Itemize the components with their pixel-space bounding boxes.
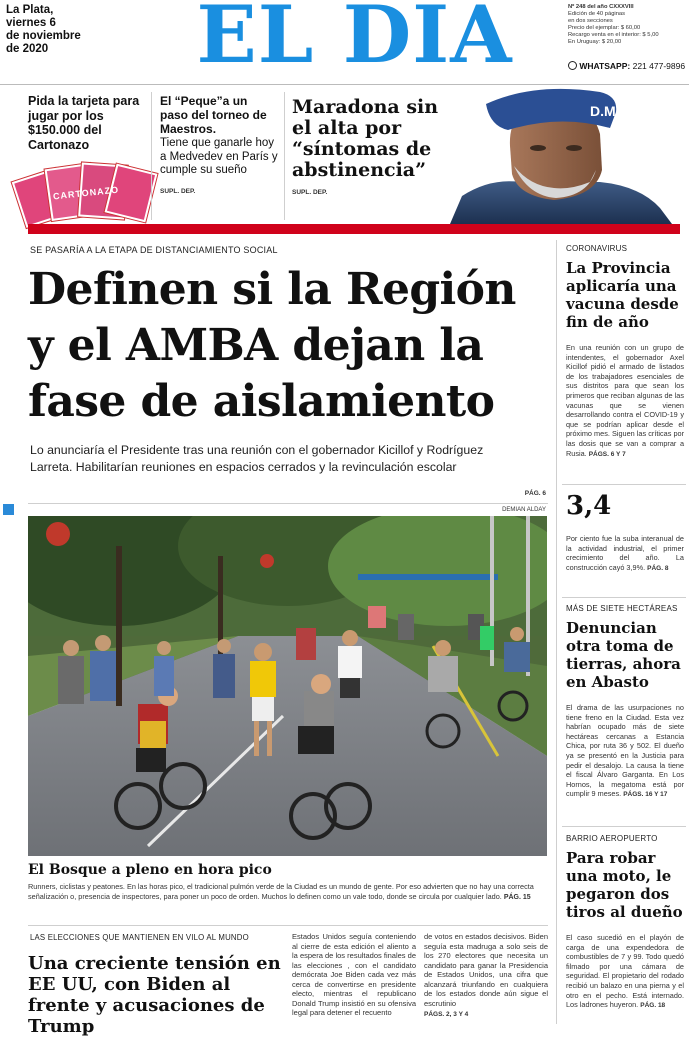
topbar-divider (151, 92, 152, 220)
newspaper-logo[interactable]: EL DIA (196, 0, 513, 76)
s1-body-text: En una reunión con un grupo de intendentes, el gobernador Axel Kicillof pidió el armado de listados de los trabajadores esenciales de sus distritos para que sean los primeros que reciban algunas de las vacunas que se vienen desarrollando contra el COVID-19 y que se podrían aplicar desde el próximo mes. Siguen las críticas por las dosis que se van a comprar a Rusia. (566, 343, 684, 458)
price: Precio del ejemplar: $ 60,00 (568, 25, 641, 31)
s2-number: 3,4 (566, 491, 612, 521)
maradona-supl: SUPL. DEP. (292, 189, 328, 196)
s2-page-ref: PÁG. 8 (647, 564, 669, 572)
main-headline-line: fase de aislamiento (28, 376, 495, 427)
main-page-ref: PÁG. 6 (524, 490, 546, 497)
edition-info (568, 4, 686, 46)
s3-title: Denuncian otra toma de tierras, ahora en Abasto (566, 619, 681, 691)
photo-caption (28, 862, 548, 903)
sidebar-aeropuerto[interactable] (566, 834, 684, 1011)
whatsapp-number: 221 477-9896 (632, 61, 686, 71)
city: La Plata, (6, 4, 54, 16)
whatsapp-line[interactable] (568, 61, 686, 71)
sidebar-divider (556, 240, 557, 1024)
sidebar-industry[interactable] (566, 490, 684, 573)
s3-body-text: El drama de las usurpaciones no tiene freno en la Ciudad. Esta vez habrían ocupado más de siete hectáreas cercanas a Estancia Chica, por ruta 36 y 502. El dueño ya se presentó en la Justicia para pedir el desalojo. La causa la tiene el fiscal Álvaro Garganta. En Los Hornos, la megatoma está por cumplir 9 meses. (566, 703, 684, 799)
caption-page-ref: PÁG. 15 (503, 893, 531, 901)
sidebar-coronavirus[interactable] (566, 244, 684, 459)
s4-kicker: BARRIO AEROPUERTO (566, 834, 658, 843)
maradona-title: Maradona sin el alta por “síntomas de abstinencia” (292, 96, 439, 181)
sidebar-rule (562, 484, 686, 485)
date-line: de 2020 (6, 43, 49, 55)
photo-credit: DEMIAN ALDAY (502, 507, 546, 513)
cartonazo-cards (18, 160, 158, 224)
price-interior: Recargo venta en el interior: $ 5,00 (568, 32, 659, 38)
sidebar-rule (562, 826, 686, 827)
bottom-headline[interactable]: Una creciente tensión en EE UU, con Biden al frente y acusaciones de Trump (28, 953, 281, 1037)
s1-body (566, 343, 684, 459)
main-photo (28, 516, 547, 856)
maradona-photo (450, 86, 674, 224)
date-line: viernes 6 (6, 17, 56, 29)
peque-supl: SUPL. DEP. (160, 187, 196, 195)
main-deck-line: Larreta. Habilitarían reuniones en espacios cerrados y la revinculación escolar (30, 460, 457, 474)
s2-body (566, 534, 684, 573)
promo-cartonazo[interactable] (28, 94, 156, 152)
promo-text: Pida la tarjeta para jugar por los $150.000 del Cartonazo (28, 94, 140, 152)
main-kicker: SE PASARÍA A LA ETAPA DE DISTANCIAMIENTO SOCIAL (30, 245, 278, 255)
s4-title: Para robar una moto, le pegaron dos tiros al dueño (566, 849, 683, 921)
maradona-story[interactable] (292, 97, 458, 196)
topbar-red-bar (28, 224, 680, 234)
photo-caption-title: El Bosque a pleno en hora pico (28, 862, 272, 878)
photo-caption-body (28, 882, 548, 903)
edition-sections: en dos secciones (568, 18, 613, 24)
bottom-kicker: LAS ELECCIONES QUE MANTIENEN EN VILO AL MUNDO (30, 933, 249, 942)
bottom-col2-ref: PÁGS. 2, 3 Y 4 (424, 1011, 469, 1018)
s1-kicker: CORONAVIRUS (566, 244, 628, 253)
caption-text: Runners, ciclistas y peatones. En las horas pico, el tradicional pulmón verde de la Ciudad es un mundo de gente. Por eso advierten que no hay una correcta señalización o, presencia de inspectores, para poner un poco de orden. Muchos lo definen como un vale todo, donde se circula por cualquier lado. (28, 882, 534, 901)
main-headline-line: y el AMBA dejan la (28, 320, 484, 371)
edition-number: Nº 248 del año CXXXVIII (568, 4, 634, 10)
peque-story[interactable] (160, 94, 278, 195)
s4-body-text: El caso sucedió en el playón de carga de una expendedora de combustibles de 7 y 99. Todo quedó filmado por una cámara de seguridad. El propietario del rodado recibió un balazo en una pierna y el otro en el pecho. Está internado. Los ladrones huyeron. (566, 933, 684, 1010)
main-divider (28, 503, 548, 504)
main-headline[interactable] (28, 262, 553, 430)
s1-title: La Provincia aplicaría una vacuna desde fin de año (566, 259, 679, 331)
bottom-col2 (424, 932, 548, 1020)
masthead-divider (0, 84, 689, 85)
edition-pages: Edición de 40 páginas (568, 11, 626, 17)
section-marker (3, 504, 14, 515)
peque-title: El “Peque”a un paso del torneo de Maestros. (160, 94, 267, 136)
svg-text:D.M.: D.M. (590, 103, 620, 119)
bottom-col1: Estados Unidos seguía conteniendo al cierre de esta edición el aliento a la espera de los resultados finales de las elecciones , con el candidato demócrata Joe Biden cada vez más cerca de convertirse en presidente electo, mientras el republicano Donald Trump insistió en su ofensiva legal para detener el recuento (292, 932, 416, 1017)
main-deck (30, 442, 550, 476)
s3-kicker: MÁS DE SIETE HECTÁREAS (566, 604, 678, 613)
park-photo (28, 516, 547, 856)
s4-body (566, 933, 684, 1011)
peque-body: Tiene que ganarle hoy a Medvedev en París y cumple su sueño (160, 137, 278, 176)
s1-page-ref: PÁGS. 6 Y 7 (588, 450, 626, 458)
s2-body-text: Por ciento fue la suba interanual de la actividad industrial, el primer crecimiento del año. La construcción cayó 3,9%. (566, 534, 684, 572)
sidebar-rule (562, 597, 686, 598)
maradona-portrait (450, 86, 674, 224)
s3-page-ref: PÁGS. 16 Y 17 (623, 791, 668, 799)
bottom-divider (28, 925, 548, 926)
whatsapp-icon (568, 61, 577, 70)
s4-page-ref: PÁG. 18 (640, 1002, 666, 1010)
s3-body (566, 703, 684, 800)
main-headline-line: Definen si la Región (28, 264, 516, 315)
whatsapp-label: WHATSAPP: (579, 61, 631, 71)
bottom-col2-text: de votos en estados decisivos. Biden seguía esta madruga a solo seis de los 270 electores que necesita un candidato para ganar la Presidencia de Estados Unidos, una cifra que alcanzará triunfando en cualquiera de los estados donde aún sigue el escrutinio (424, 932, 548, 1008)
sidebar-abasto[interactable] (566, 604, 684, 800)
masthead-date (6, 4, 106, 56)
topbar-divider (284, 92, 285, 220)
cartonazo-card-label: CARTONAZO (52, 184, 120, 202)
date-line: de noviembre (6, 30, 81, 42)
main-deck-line: Lo anunciaría el Presidente tras una reunión con el gobernador Kicillof y Rodríguez (30, 443, 484, 457)
price-uruguay: En Uruguay: $ 20,00 (568, 39, 622, 45)
